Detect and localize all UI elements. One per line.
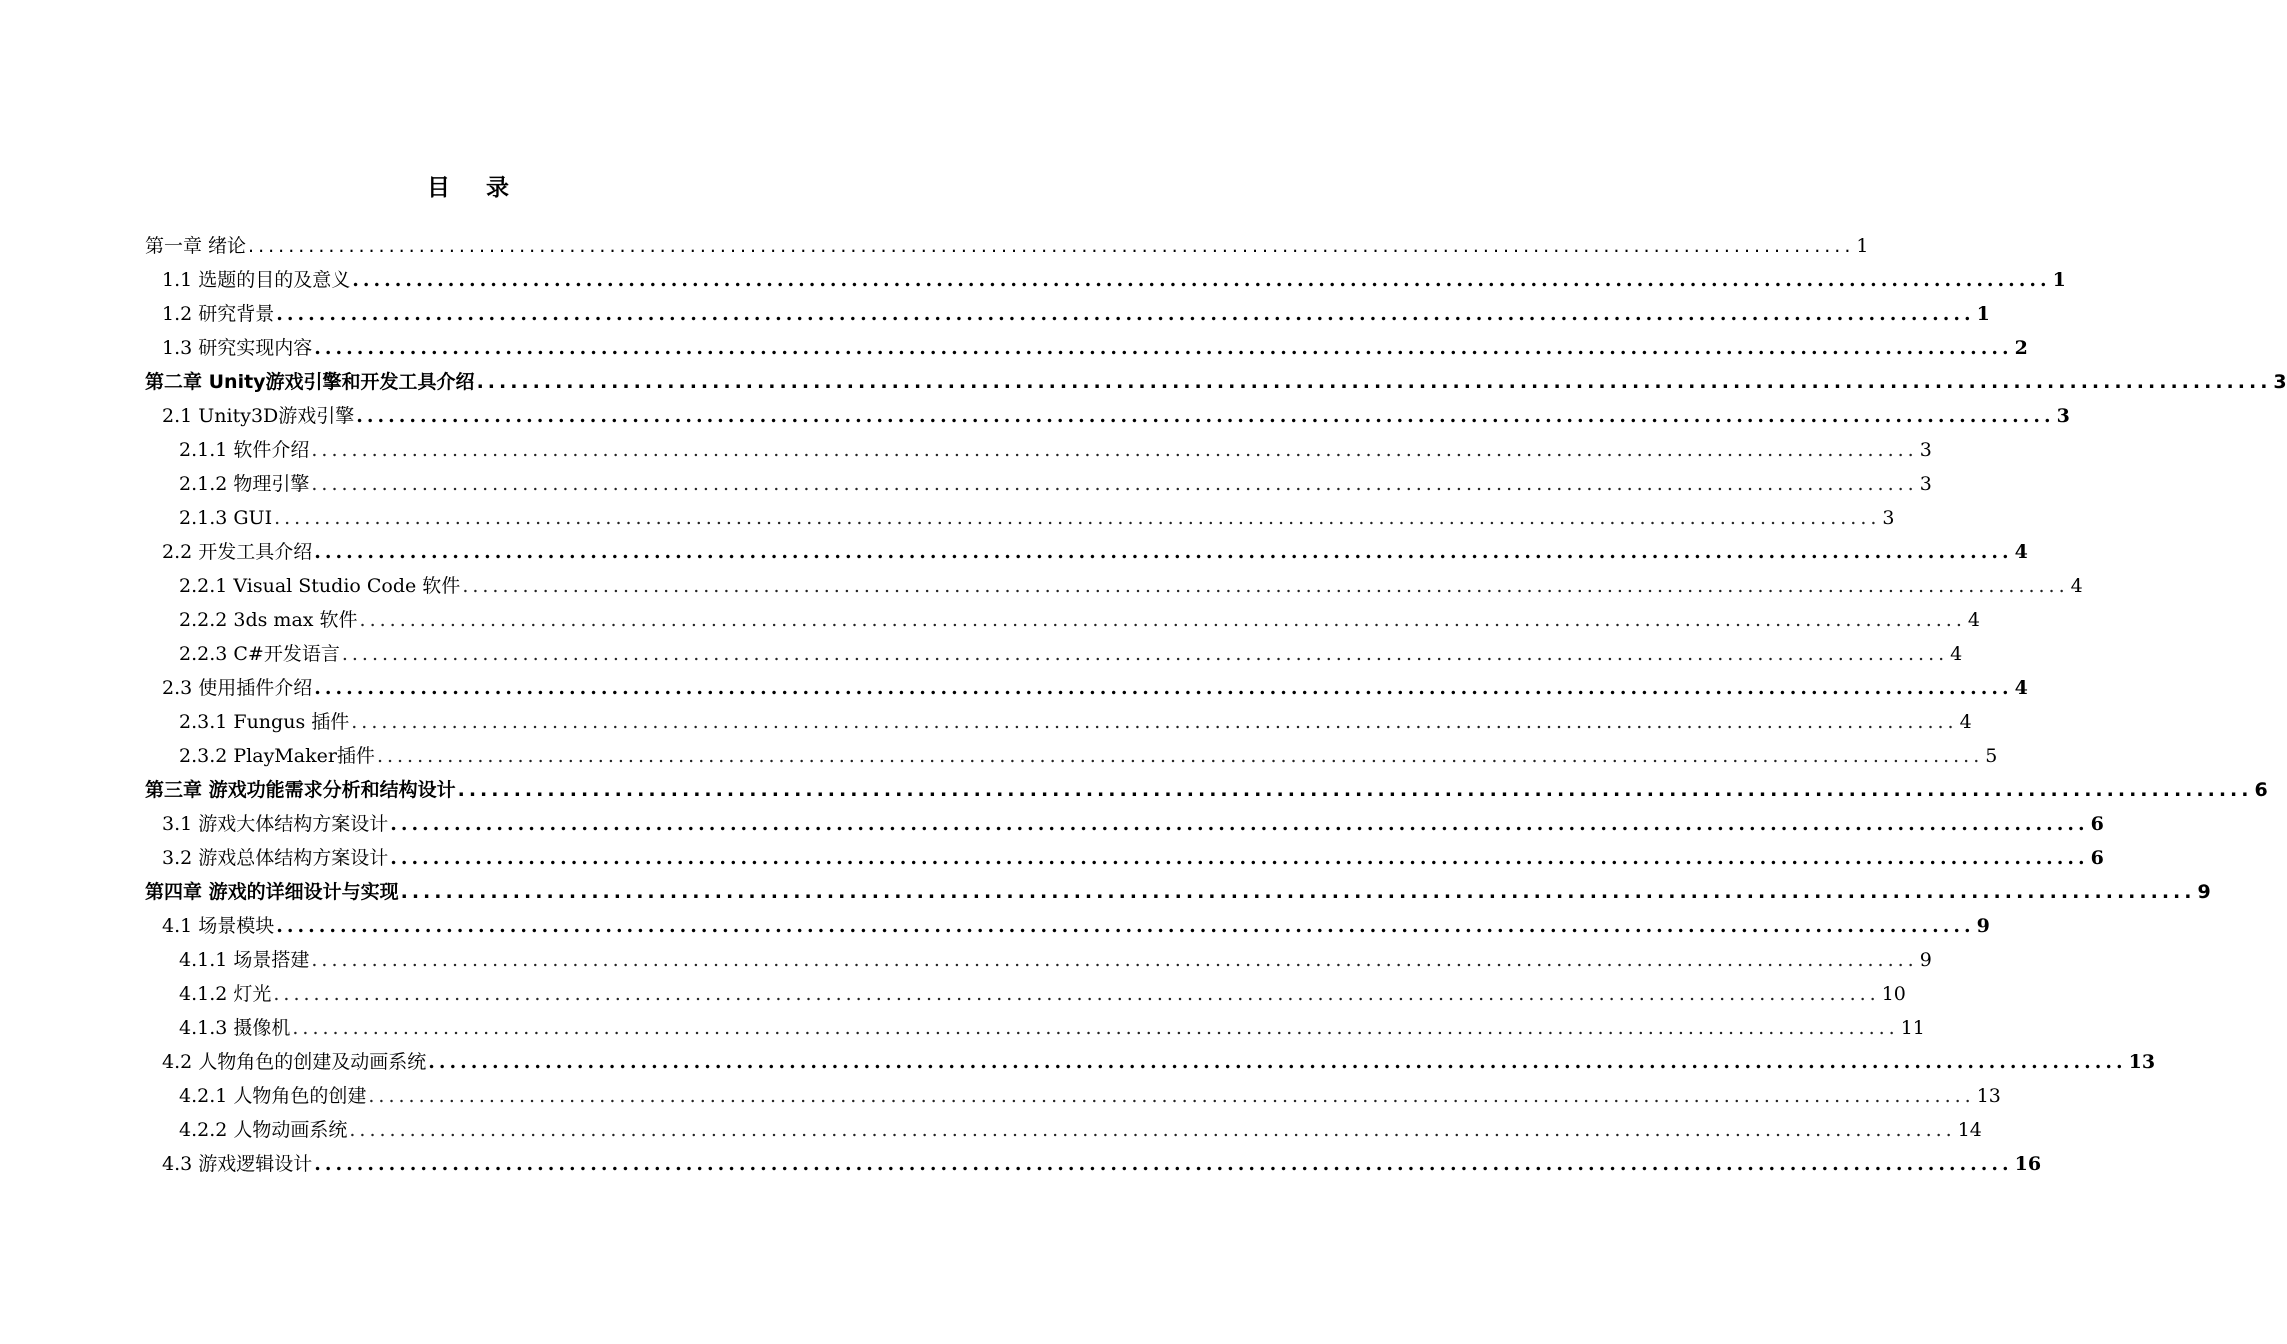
toc-leader-dots: ................................................................................................................................................................ [368,1085,1975,1107]
toc-entry-page: 3 [1919,473,1932,495]
toc-entry-label: 第二章 Unity游戏引擎和开发工具介绍 [145,371,475,393]
toc-entry-1-1[interactable] [162,258,2066,292]
toc-entry-4-2-2[interactable] [179,1108,1982,1142]
toc-leader-dots: ................................................................................................................................................................ [341,643,1949,665]
toc-leader-dots: ................................................................................................................................................................ [462,575,2069,597]
toc-entry-page: 9 [1976,915,1990,937]
toc-leader-dots: ................................................................................................................................................................ [311,473,1918,495]
toc-entry-2-1-2[interactable] [179,462,1932,496]
toc-entry-label: 2.3.2 PlayMaker插件 [179,745,375,767]
toc-entry-label: 4.2.1 人物角色的创建 [179,1085,367,1107]
toc-entry-2-1-3[interactable] [179,496,1895,530]
toc-entry-2-2[interactable] [162,530,2028,564]
toc-entry-page: 11 [1900,1017,1925,1039]
toc-title: 目 录 [426,175,523,201]
toc-leader-dots: ................................................................................................................................................................ [376,745,1984,767]
toc-leader-dots: ................................................................................................................................................................ [400,881,2196,903]
toc-entry-4-1-2[interactable] [179,972,1906,1006]
toc-entry-4-1[interactable] [162,904,1990,938]
toc-entry-page: 6 [2090,813,2104,835]
toc-entry-page: 13 [2128,1051,2156,1073]
toc-leader-dots: ................................................................................................................................................................ [356,405,2055,427]
toc-entry-page: 4 [1959,711,1972,733]
toc-entry-label: 4.1.1 场景搭建 [179,949,310,971]
toc-entry-page: 4 [1950,643,1963,665]
toc-entry-label: 2.1.1 软件介绍 [179,439,310,461]
toc-leader-dots: ................................................................................................................................................................ [359,609,1966,631]
toc-leader-dots: ................................................................................................................................................................ [390,847,2089,869]
toc-entry-label: 2.1.2 物理引擎 [179,473,310,495]
toc-entry-label: 4.1.2 灯光 [179,983,272,1005]
toc-entry-page: 4 [2070,575,2083,597]
toc-entry-label: 1.3 研究实现内容 [162,337,313,359]
toc-leader-dots: ................................................................................................................................................................ [314,337,2013,359]
toc-entry-3-1[interactable] [162,802,2104,836]
toc-entry-page: 3 [1919,439,1932,461]
toc-entry-4-2[interactable] [162,1040,2156,1074]
toc-entry-page: 4 [2014,541,2028,563]
toc-entry-label: 3.1 游戏大体结构方案设计 [162,813,389,835]
toc-entry-page: 9 [2197,881,2211,903]
toc-entry-label: 2.2 开发工具介绍 [162,541,313,563]
toc-entry-2-1[interactable] [162,394,2070,428]
toc-entry-2-3[interactable] [162,666,2028,700]
toc-entry-chapter-1[interactable] [145,224,1869,258]
toc-entry-page: 1 [1976,303,1990,325]
toc-entry-label: 第三章 游戏功能需求分析和结构设计 [145,779,456,801]
toc-entry-chapter-4[interactable] [145,870,2211,904]
toc-entry-label: 4.1 场景模块 [162,915,275,937]
toc-entry-page: 13 [1976,1085,2001,1107]
toc-entry-page: 10 [1881,983,1906,1005]
toc-entry-label: 4.2.2 人物动画系统 [179,1119,348,1141]
toc-leader-dots: ................................................................................................................................................................ [274,507,1881,529]
toc-entry-label: 1.1 选题的目的及意义 [162,269,351,291]
toc-entry-label: 4.3 游戏逻辑设计 [162,1153,313,1175]
toc-entry-page: 3 [1882,507,1895,529]
toc-leader-dots: ................................................................................................................................................................ [351,711,1958,733]
toc-entry-2-3-2[interactable] [179,734,1998,768]
toc-entry-label: 2.2.3 C#开发语言 [179,643,340,665]
toc-leader-dots: ................................................................................................................................................................ [248,235,1855,257]
toc-entry-page: 1 [2052,269,2066,291]
toc-entry-page: 16 [2014,1153,2042,1175]
toc-entry-page: 4 [1967,609,1980,631]
toc-entry-1-3[interactable] [162,326,2028,360]
toc-leader-dots: ................................................................................................................................................................ [314,541,2013,563]
toc-leader-dots: ................................................................................................................................................................ [476,371,2272,393]
toc-leader-dots: ................................................................................................................................................................ [311,949,1918,971]
toc-leader-dots: ................................................................................................................................................................ [352,269,2051,291]
toc-entry-1-2[interactable] [162,292,1990,326]
toc-entry-4-1-3[interactable] [179,1006,1925,1040]
toc-entry-page: 6 [2254,779,2268,801]
toc-leader-dots: ................................................................................................................................................................ [273,983,1880,1005]
toc-leader-dots: ................................................................................................................................................................ [428,1051,2127,1073]
toc-entry-4-3[interactable] [162,1142,2042,1176]
toc-entry-label: 4.1.3 摄像机 [179,1017,291,1039]
toc-entry-page: 4 [2014,677,2028,699]
toc-leader-dots: ................................................................................................................................................................ [314,677,2013,699]
toc-entry-label: 1.2 研究背景 [162,303,275,325]
toc-entry-label: 2.3.1 Fungus 插件 [179,711,350,733]
toc-entry-page: 2 [2014,337,2028,359]
toc-entry-4-2-1[interactable] [179,1074,2001,1108]
toc-entry-page: 1 [1856,235,1869,257]
toc-entry-label: 2.2.1 Visual Studio Code 软件 [179,575,461,597]
toc-entry-label: 3.2 游戏总体结构方案设计 [162,847,389,869]
toc-entry-chapter-2[interactable] [145,360,2287,394]
toc-entry-page: 3 [2056,405,2070,427]
toc-entry-label: 第四章 游戏的详细设计与实现 [145,881,399,903]
toc-entry-2-2-1[interactable] [179,564,2083,598]
toc-leader-dots: ................................................................................................................................................................ [311,439,1918,461]
toc-leader-dots: ................................................................................................................................................................ [457,779,2253,801]
toc-leader-dots: ................................................................................................................................................................ [276,915,1975,937]
toc-entry-2-1-1[interactable] [179,428,1932,462]
toc-leader-dots: ................................................................................................................................................................ [314,1153,2013,1175]
toc-entry-chapter-3[interactable] [145,768,2268,802]
toc-entry-2-2-2[interactable] [179,598,1980,632]
toc-leader-dots: ................................................................................................................................................................ [292,1017,1899,1039]
toc-entry-label: 2.1.3 GUI [179,507,273,529]
toc-leader-dots: ................................................................................................................................................................ [276,303,1975,325]
toc-entry-label: 2.1 Unity3D游戏引擎 [162,405,355,427]
toc-entry-3-2[interactable] [162,836,2104,870]
toc-entry-page: 3 [2273,371,2287,393]
toc-entry-page: 6 [2090,847,2104,869]
toc-entry-label: 2.3 使用插件介绍 [162,677,313,699]
toc-leader-dots: ................................................................................................................................................................ [349,1119,1956,1141]
toc-entry-page: 5 [1985,745,1998,767]
toc-entry-page: 9 [1919,949,1932,971]
toc-entry-page: 14 [1957,1119,1982,1141]
toc-entry-label: 第一章 绪论 [145,235,247,257]
toc-entry-label: 4.2 人物角色的创建及动画系统 [162,1051,427,1073]
toc-entry-2-2-3[interactable] [179,632,1963,666]
toc-entry-4-1-1[interactable] [179,938,1932,972]
toc-entry-2-3-1[interactable] [179,700,1972,734]
toc-leader-dots: ................................................................................................................................................................ [390,813,2089,835]
toc-entry-label: 2.2.2 3ds max 软件 [179,609,358,631]
